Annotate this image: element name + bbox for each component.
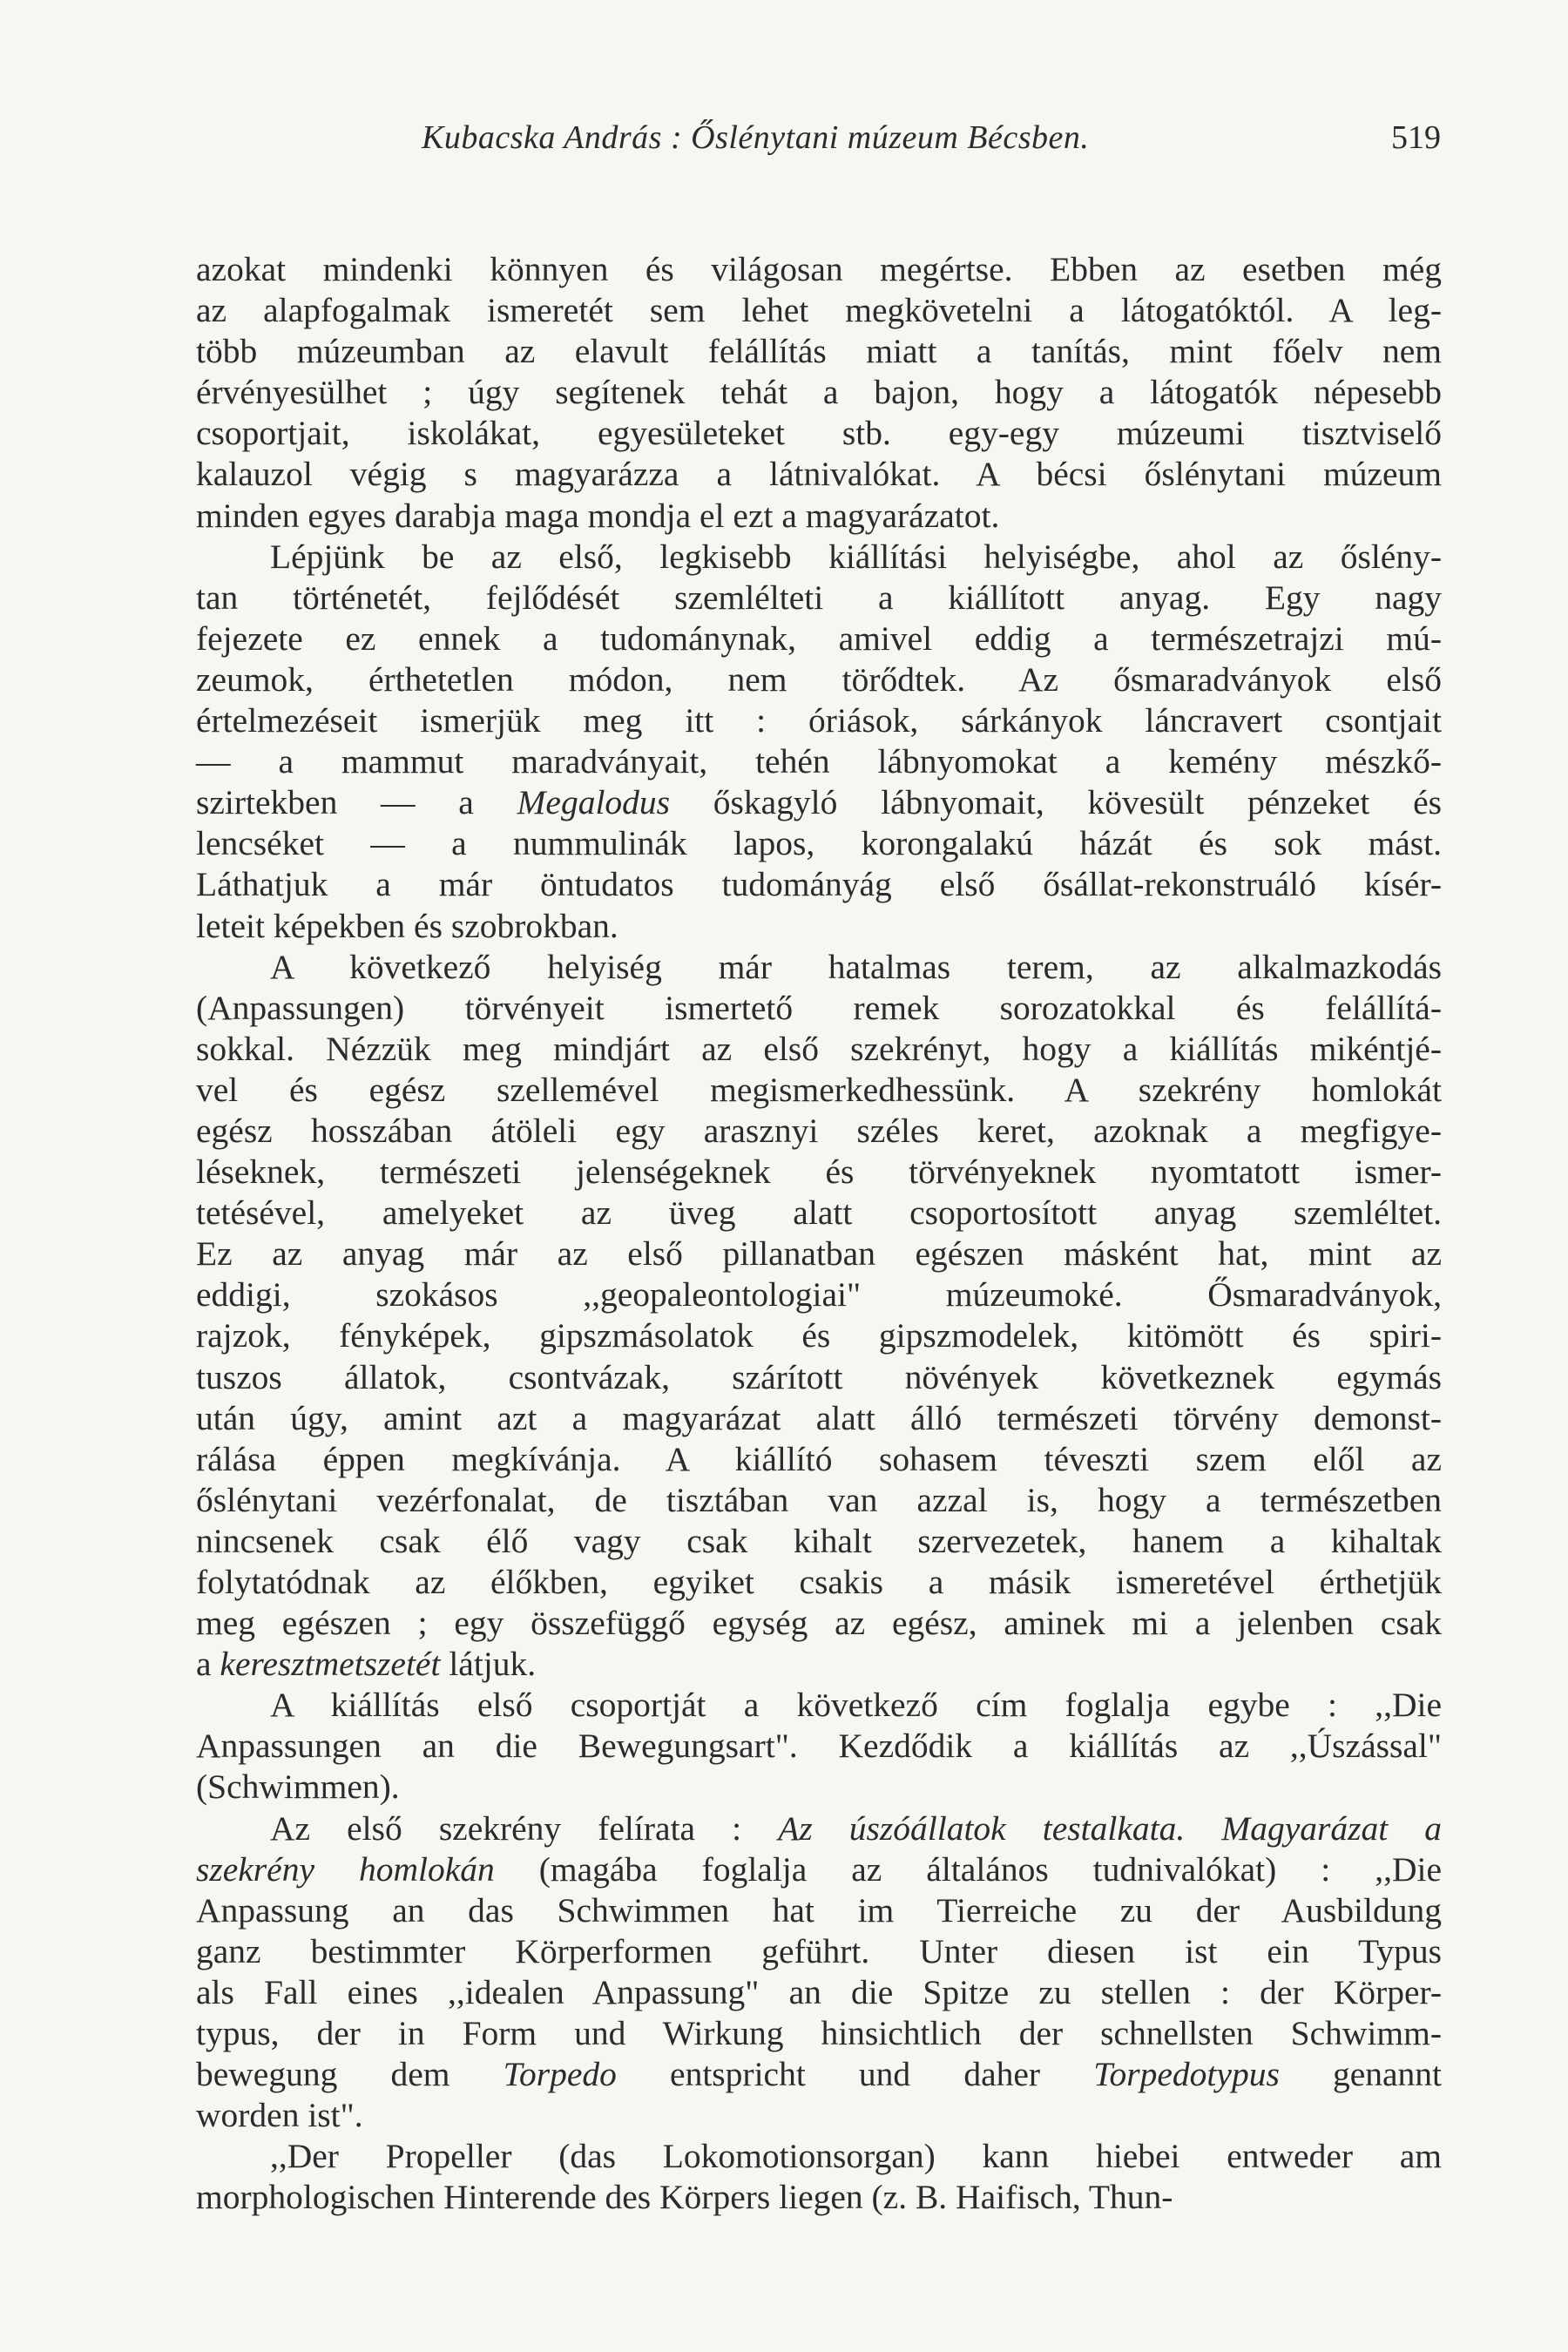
text-line: sokkal. Nézzük meg mindjárt az első szekrényt, hogy a kiállítás mikéntjé- xyxy=(196,1029,1442,1068)
text-line: meg egészen ; egy összefüggő egység az egész, aminek mi a jelenben csak xyxy=(196,1604,1442,1643)
text-line: léseknek, természeti jelenségeknek és törvényeknek nyomtatott ismer- xyxy=(196,1152,1442,1192)
text-line: azokat mindenki könnyen és világosan megértse. Ebben az esetben még xyxy=(196,250,1442,288)
italic-term: Torpedo xyxy=(503,2055,617,2094)
text-line: értelmezéseit ismerjük meg itt : óriások, sárkányok láncravert csontjait xyxy=(196,701,1442,740)
text-line: kalauzol végig s magyarázza a látnivalókat. A bécsi őslénytani múzeum xyxy=(196,455,1442,494)
text-line: (Schwimmen). xyxy=(196,1767,400,1807)
text-line: Anpassungen an die Bewegungsart". Kezdődik a kiállítás az ,,Úszással" xyxy=(196,1727,1442,1766)
italic-term: Megalodus xyxy=(517,783,671,822)
text-line: Anpassung an das Schwimmen hat im Tierreiche zu der Ausbildung xyxy=(196,1890,1442,1930)
text-line-with-italic: bewegung dem Torpedo entspricht und daher Torpedotypus genannt xyxy=(196,2055,1442,2094)
text-line: A kiállítás első csoportját a következő cím foglalja egybe : ,,Die xyxy=(270,1686,1442,1725)
text-line: Lépjünk be az első, legkisebb kiállítási helyiségbe, ahol az őslény- xyxy=(270,537,1442,576)
text-line: lencséket — a nummulinák lapos, korongalakú házát és sok mást. xyxy=(196,824,1442,863)
italic-term: keresztmetszetét xyxy=(220,1645,441,1684)
text-line: folytatódnak az élőkben, egyiket csakis a másik ismeretével érthetjük xyxy=(196,1563,1442,1601)
text-line: zeumok, érthetetlen módon, nem törődtek. Az ősmaradványok első xyxy=(196,659,1442,699)
text-line-with-italic: a keresztmetszetét látjuk. xyxy=(196,1645,537,1684)
text-line: worden ist". xyxy=(196,2096,363,2135)
text-line: tan történetét, fejlődését szemlélteti a kiállított anyag. Egy nagy xyxy=(196,578,1442,617)
text-line: rajzok, fényképek, gipszmásolatok és gipszmodelek, kitömött és spiri- xyxy=(196,1316,1442,1355)
page-header xyxy=(422,118,1441,171)
text-line: (Anpassungen) törvényeit ismertető remek sorozatokkal és felállítá- xyxy=(196,988,1442,1027)
text-line: az alapfogalmak ismeretét sem lehet megkövetelni a látogatóktól. A leg- xyxy=(196,291,1442,330)
text-line: typus, der in Form und Wirkung hinsichtlich der schnellsten Schwimm- xyxy=(196,2014,1442,2053)
text-line: rálása éppen megkívánja. A kiállító sohasem téveszti szem elől az xyxy=(196,1439,1442,1478)
text-line: ,,Der Propeller (das Lokomotionsorgan) kann hiebei entweder am xyxy=(270,2137,1442,2176)
italic-caption: Az úszóállatok testalkata. Magyarázat a xyxy=(778,1808,1443,1848)
text-line: — a mammut maradványait, tehén lábnyomokat a kemény mészkő- xyxy=(196,742,1442,781)
text-line-with-italic: szirtekben — a Megalodus őskagyló lábnyomait, kövesült pénzeket és xyxy=(196,783,1442,822)
text-line: után úgy, amint azt a magyarázat alatt álló természeti törvény demonst- xyxy=(196,1398,1442,1437)
text-line: nincsenek csak élő vagy csak kihalt szervezetek, hanem a kihaltak xyxy=(196,1521,1442,1560)
text-line: leteit képekben és szobrokban. xyxy=(196,906,618,945)
text-line: als Fall eines ,,idealen Anpassung" an die Spitze zu stellen : der Körper- xyxy=(196,1972,1442,2011)
text-line: eddigi, szokásos ,,geopaleontologiai" múzeumoké. Ősmaradványok, xyxy=(196,1275,1442,1315)
text-line: Láthatjuk a már öntudatos tudományág első ősállat-rekonstruáló kísér- xyxy=(196,865,1442,904)
text-line-with-italic: Az első szekrény felírata : Az úszóállatok testalkata. Magyarázat a xyxy=(270,1808,1443,1848)
text-line: morphologischen Hinterende des Körpers liegen (z. B. Haifisch, Thun- xyxy=(196,2178,1173,2217)
text-line: A következő helyiség már hatalmas terem, az alkalmazkodás xyxy=(270,947,1442,986)
italic-term: Torpedotypus xyxy=(1093,2055,1280,2094)
running-title: Kubacska András : Őslénytani múzeum Bécsben. xyxy=(422,119,1090,156)
text-line: több múzeumban az elavult felállítás miatt a tanítás, mint főelv nem xyxy=(196,332,1442,371)
text-line: ganz bestimmter Körperformen geführt. Unter diesen ist ein Typus xyxy=(196,1931,1442,1970)
italic-caption: szekrény homlokán xyxy=(196,1849,495,1889)
body-text xyxy=(196,249,1442,2219)
text-line: fejezete ez ennek a tudománynak, amivel eddig a természetrajzi mú- xyxy=(196,618,1442,658)
text-line: érvényesülhet ; úgy segítenek tehát a bajon, hogy a látogatók népesebb xyxy=(196,373,1442,412)
text-line: tuszos állatok, csontvázak, szárított növények következnek egymás xyxy=(196,1357,1442,1396)
text-line: egész hosszában átöleli egy arasznyi széles keret, azoknak a megfigye- xyxy=(196,1111,1442,1150)
text-line: Ez az anyag már az első pillanatban egészen másként hat, mint az xyxy=(196,1234,1442,1274)
text-line: vel és egész szellemével megismerkedhessünk. A szekrény homlokát xyxy=(196,1070,1442,1109)
text-line: tetésével, amelyeket az üveg alatt csoportosított anyag szemléltet. xyxy=(196,1193,1442,1233)
text-line: csoportjait, iskolákat, egyesületeket stb. egy-egy múzeumi tisztviselő xyxy=(196,414,1442,453)
text-line: minden egyes darabja maga mondja el ezt a magyarázatot. xyxy=(196,496,1000,535)
text-line: őslénytani vezérfonalat, de tisztában van azzal is, hogy a természetben xyxy=(196,1480,1442,1519)
page-number: 519 xyxy=(1391,119,1441,156)
text-line-with-italic: szekrény homlokán (magába foglalja az általános tudnivalókat) : ,,Die xyxy=(196,1849,1442,1889)
